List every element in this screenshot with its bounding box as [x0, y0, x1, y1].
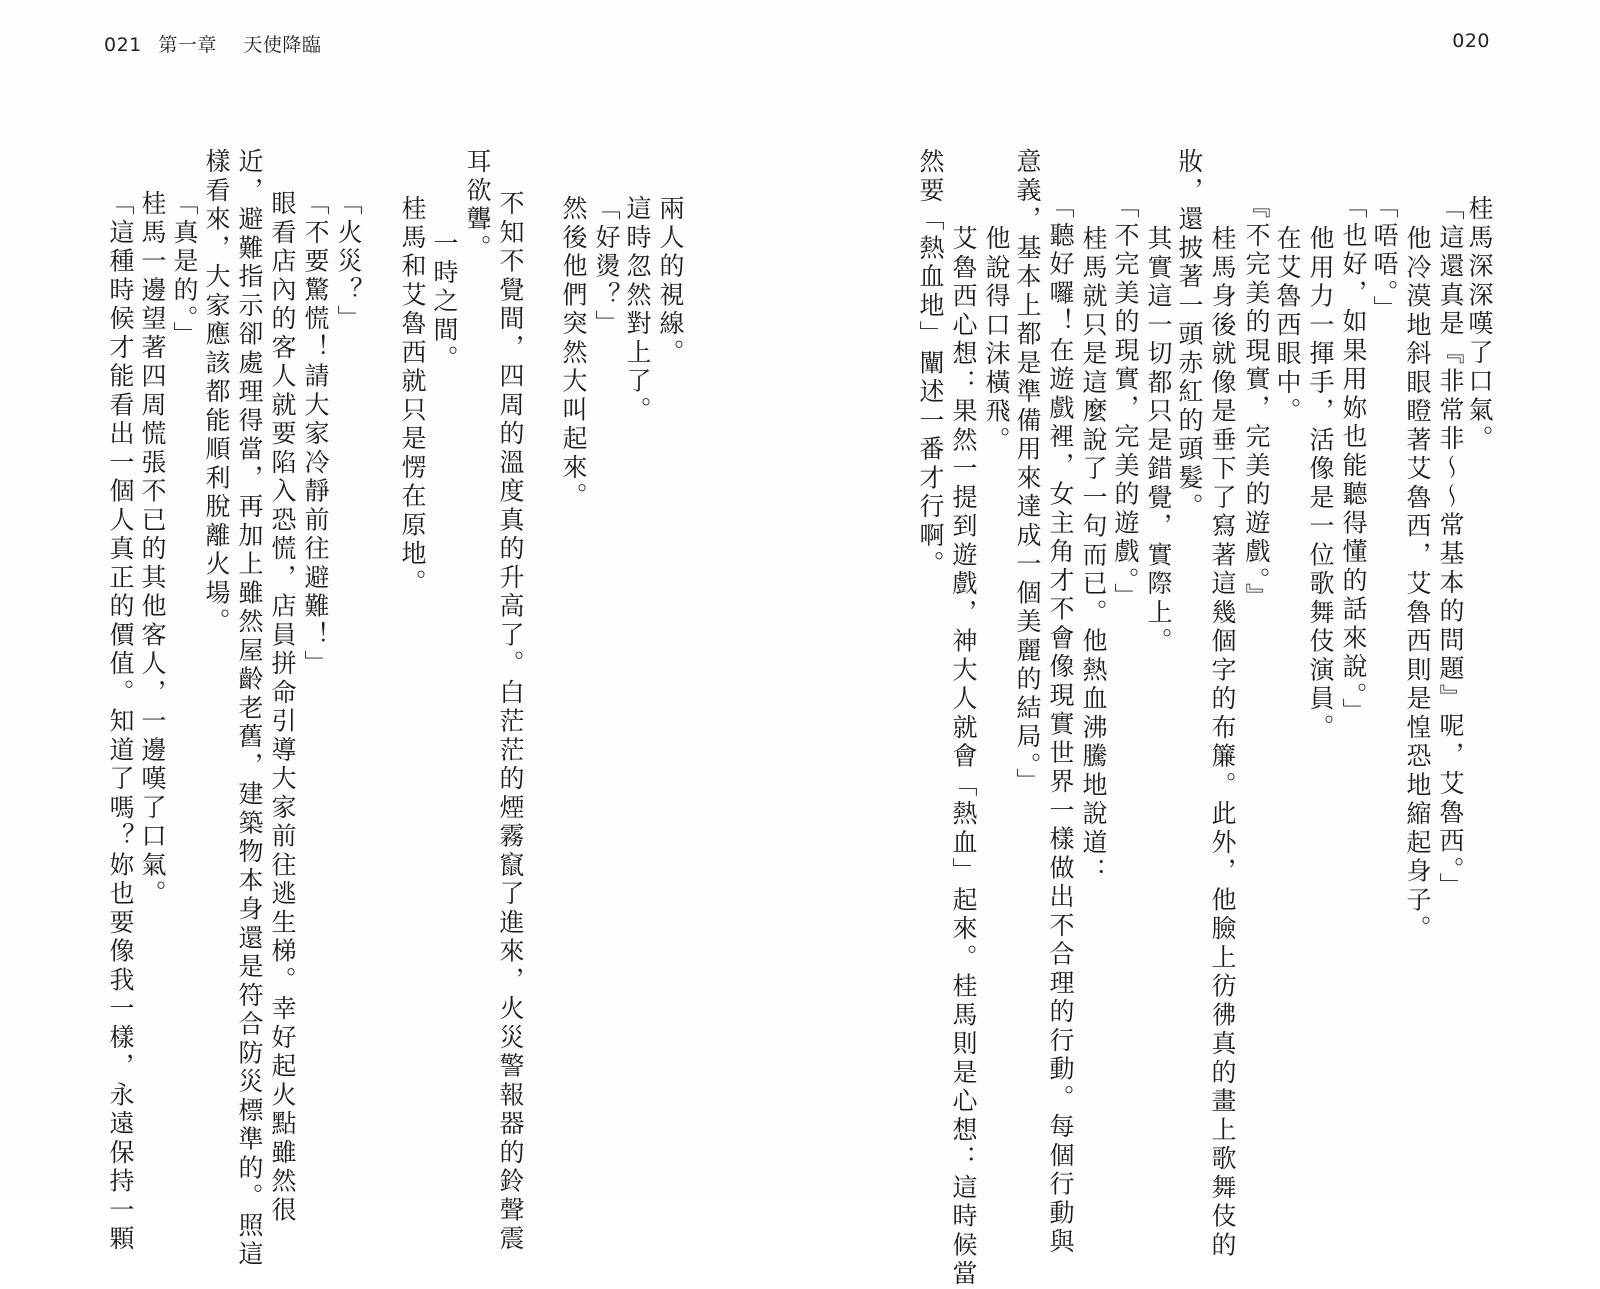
text-line: 這時忽然對上了。 [623, 195, 652, 425]
right-page [800, 0, 1600, 1289]
text-line: 桂馬身後就像是垂下了寫著這幾個字的布簾。此外，他臉上彷彿真的畫上歌舞伎的 [1208, 225, 1237, 1260]
left-page-number: 021 [104, 34, 142, 56]
chapter-label: 第一章 [158, 34, 217, 56]
text-line: 「這種時候才能看出一個人真正的價值。知道了嗎？妳也要像我一樣，永遠保持一顆 [106, 190, 135, 1254]
text-line: 「不要驚慌！請大家冷靜前往避難！」 [301, 190, 330, 679]
text-line: 不知不覺間，四周的溫度真的升高了。白茫茫的煙霧竄了進來，火災警報器的鈴聲震 [496, 190, 525, 1254]
text-line: 耳欲聾。 [463, 148, 492, 263]
text-line: 「好燙？」 [592, 195, 621, 339]
text-line: 然後他們突然大叫起來。 [559, 195, 588, 512]
text-line: 他用力一揮手，活像是一位歌舞伎演員。 [1306, 225, 1335, 743]
text-line: 他說得口沫橫飛。 [982, 225, 1011, 455]
text-line: 「真是的。」 [170, 190, 199, 350]
text-line: 眼看店內的客人就要陷入恐慌，店員拼命引導大家前往逃生梯。幸好起火點雖然很 [268, 190, 297, 1225]
text-line: 「這還真是『非常非～～常基本的問題』呢，艾魯西。」 [1436, 195, 1465, 902]
text-line: 『不完美的現實，完美的遊戲。』 [1242, 193, 1271, 612]
text-line: 其實這一切都只是錯覺，實際上。 [1144, 225, 1173, 657]
text-line: 然要「熱血地」闡述一番才行啊。 [916, 148, 945, 580]
text-line: 一時之間。 [430, 230, 459, 374]
text-line: 「不完美的現實，完美的遊戲。」 [1111, 193, 1140, 612]
left-page [0, 0, 800, 1270]
text-line: 桂馬一邊望著四周慌張不已的其他客人，一邊嘆了口氣。 [138, 190, 167, 909]
chapter-title: 天使降臨 [243, 34, 322, 56]
text-line: 「也好，如果用妳也能聽得懂的話來說。」 [1339, 193, 1368, 727]
text-line: 桂馬和艾魯西就只是愣在原地。 [398, 195, 427, 598]
text-line: 兩人的視線。 [656, 195, 685, 368]
right-page-number: 020 [1452, 30, 1490, 52]
text-line: 「聽好囉！在遊戲裡，女主角才不會像現實世界一樣做出不合理的行動。每個行動與 [1046, 193, 1075, 1257]
text-line: 「唔唔。」 [1370, 193, 1399, 325]
text-line: 樣看來，大家應該都能順利脫離火場。 [202, 148, 231, 637]
text-line: 近，避難指示卻處理得當，再加上雖然屋齡老舊，建築物本身還是符合防災標準的。照這 [235, 148, 264, 1270]
text-line: 他冷漠地斜眼瞪著艾魯西，艾魯西則是惶恐地縮起身子。 [1403, 225, 1432, 944]
text-line: 意義，基本上都是準備用來達成一個美麗的結局。」 [1013, 148, 1042, 797]
text-line: 桂馬深深嘆了口氣。 [1465, 195, 1494, 454]
text-line: 在艾魯西眼中。 [1273, 225, 1302, 427]
text-line: 艾魯西心想：果然一提到遊戲，神大人就會「熱血」起來。桂馬則是心想：這時候當 [949, 225, 978, 1289]
text-line: 「火災？」 [334, 190, 363, 334]
text-line: 妝，還披著一頭赤紅的頭髮。 [1175, 148, 1204, 522]
text-line: 桂馬就只是這麼說了一句而已。他熱血沸騰地說道： [1079, 225, 1108, 887]
